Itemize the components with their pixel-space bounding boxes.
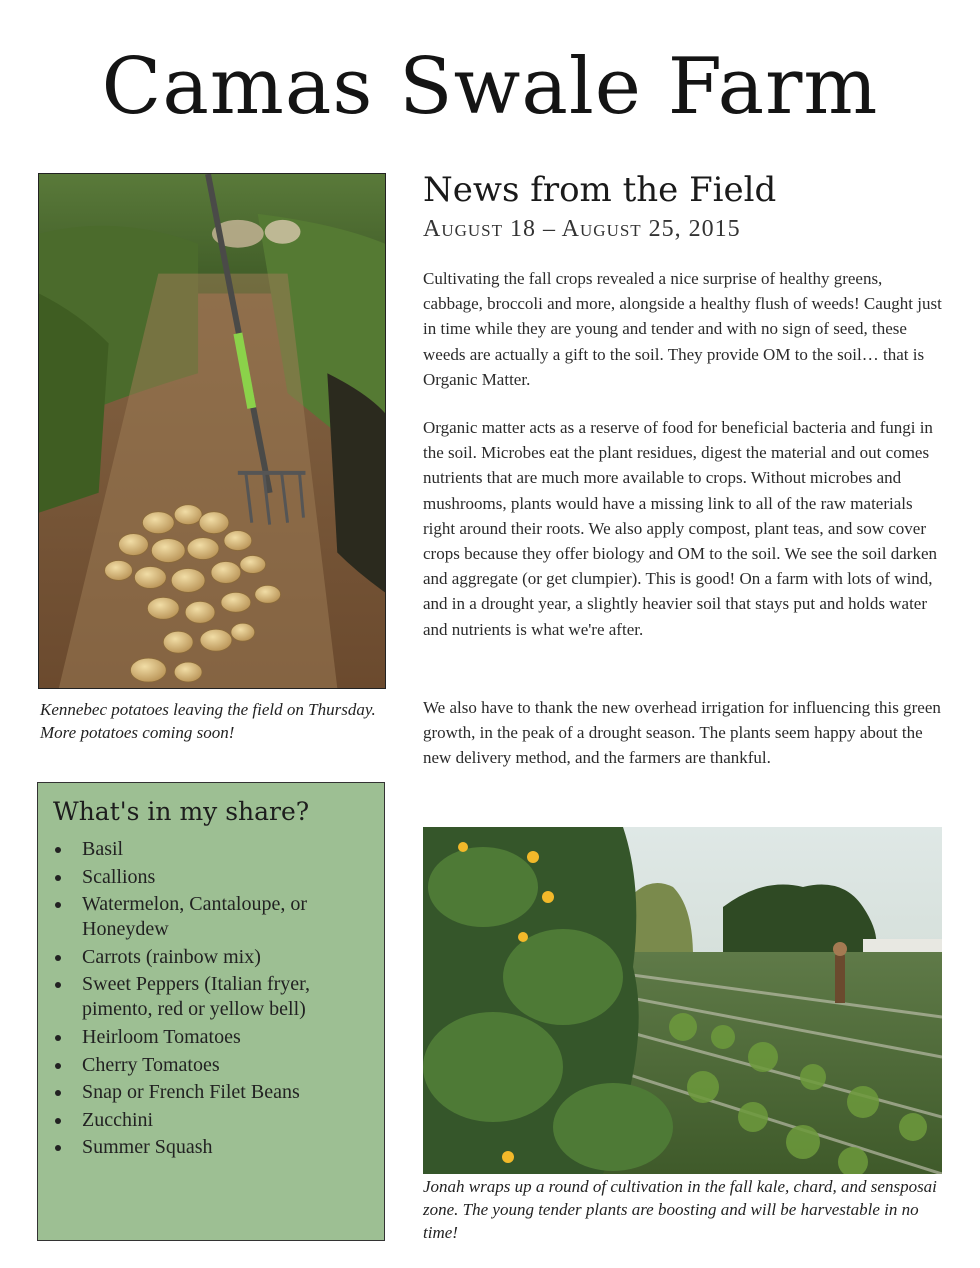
share-item: Scallions: [82, 865, 372, 890]
share-item: Basil: [82, 837, 372, 862]
share-item: Sweet Peppers (Italian fryer, pimento, red or yellow bell): [82, 972, 372, 1022]
article-paragraph: Cultivating the fall crops revealed a nice surprise of healthy greens, cabbage, broccoli and more, alongside a healthy flush of weeds! Caught just in time while they are young and tender and with no sign of seed, these weeds are actually a gift to the soil. They provide OM to the soil… that is Organic Matter.: [423, 269, 942, 389]
share-title: What's in my share?: [53, 797, 310, 826]
potato-harvest-photo: [38, 173, 386, 689]
article-paragraph: Organic matter acts as a reserve of food for beneficial bacteria and fungi in the soil. Microbes eat the plant residues, digest the material and out comes nutrients that are much more available to crops. Without microbes and mushrooms, plants would have a missing link to all of the raw materials right around their roots. We also apply compost, plant teas, and sow cover crops because they offer biology and OM to the soil. We see the soil darken and aggregate (or get clumpier). This is good! On a farm with lots of wind, and in a drought year, a slightly heavier soil that stays put and holds water and nutrients is what we're after.: [423, 418, 938, 639]
dateline: August 18 – August 25, 2015: [423, 216, 741, 242]
share-item: Carrots (rainbow mix): [82, 945, 372, 970]
share-item: Cherry Tomatoes: [82, 1053, 372, 1078]
masthead-title: Camas Swale Farm: [101, 42, 879, 132]
share-item: Snap or French Filet Beans: [82, 1080, 372, 1105]
field-photo-caption: Jonah wraps up a round of cultivation in the fall kale, chard, and sensposai zone. The young tender plants are boosting and will be harvestable in no time!: [423, 1177, 937, 1242]
share-item: Summer Squash: [82, 1135, 372, 1160]
section-title: News from the Field: [423, 170, 777, 210]
share-item: Heirloom Tomatoes: [82, 1025, 372, 1050]
potato-photo-caption: Kennebec potatoes leaving the field on Thursday. More potatoes coming soon!: [40, 700, 376, 742]
field-cultivation-photo: [423, 827, 942, 1174]
share-item: Watermelon, Cantaloupe, or Honeydew: [82, 892, 372, 942]
share-list: [82, 837, 372, 1163]
share-box: [37, 782, 385, 1241]
share-item: Zucchini: [82, 1108, 372, 1133]
article-paragraph: We also have to thank the new overhead irrigation for influencing this green growth, in the peak of a drought season. The plants seem happy about the new delivery method, and the farmers are thankful.: [423, 698, 941, 768]
